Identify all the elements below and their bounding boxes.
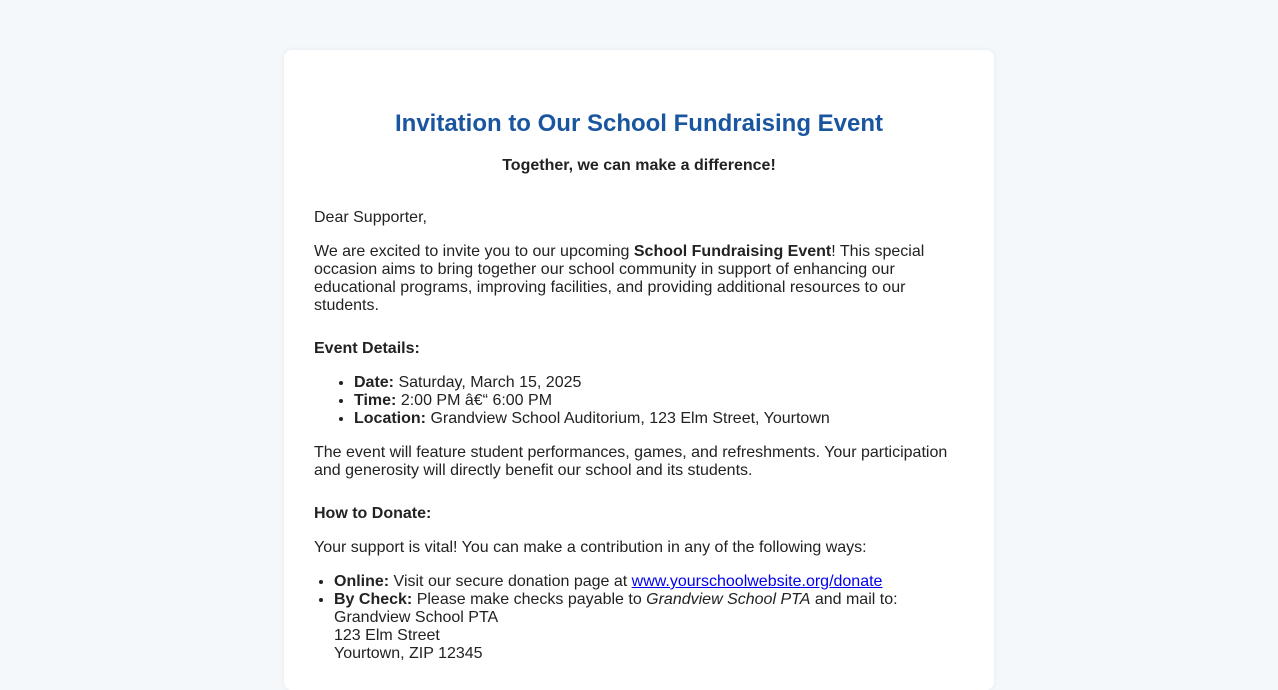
check-label: By Check: xyxy=(334,591,413,608)
event-details-list xyxy=(314,374,964,428)
event-date-item xyxy=(354,374,964,392)
donate-heading: How to Donate: xyxy=(314,505,432,522)
date-label: Date: xyxy=(354,374,395,391)
address-line-3: Yourtown, ZIP 12345 xyxy=(334,645,483,662)
date-value: Saturday, March 15, 2025 xyxy=(394,374,582,391)
intro-text-after: ! This special occasion aims to bring together our school community in support of enhancing our educational programs, improving facilities, and providing additional resources to our students. xyxy=(314,243,925,314)
online-text: Visit our secure donation page at xyxy=(389,573,632,590)
intro-event-name: School Fundraising Event xyxy=(633,243,832,260)
event-description: The event will feature student performances, games, and refreshments. Your participation and generosity will directly benefit our school and its students. xyxy=(314,444,948,479)
time-label: Time: xyxy=(354,392,397,409)
address-line-2: 123 Elm Street xyxy=(334,627,440,644)
check-text: Please make checks payable to xyxy=(412,591,647,608)
donation-link[interactable]: www.yourschoolwebsite.org/donate xyxy=(631,573,883,590)
donate-check-item xyxy=(334,591,964,663)
greeting: Dear Supporter, xyxy=(314,209,427,226)
invitation-card xyxy=(284,50,994,690)
event-location-item xyxy=(354,410,964,428)
address-line-1: Grandview School PTA xyxy=(334,609,499,626)
check-text-after: and mail to: xyxy=(810,591,898,608)
event-time-item xyxy=(354,392,964,410)
check-payee: Grandview School PTA xyxy=(646,591,811,608)
location-label: Location: xyxy=(354,410,426,427)
event-details-heading: Event Details: xyxy=(314,340,420,357)
location-value: Grandview School Auditorium, 123 Elm Street, Yourtown xyxy=(426,410,830,427)
online-label: Online: xyxy=(334,573,390,590)
donate-online-item xyxy=(334,573,964,591)
intro-text-before: We are excited to invite you to our upcoming xyxy=(314,243,634,260)
page-title: Invitation to Our School Fundraising Event xyxy=(394,110,883,137)
time-value: 2:00 PM â€“ 6:00 PM xyxy=(396,392,553,409)
intro-paragraph xyxy=(314,243,964,315)
tagline: Together, we can make a difference! xyxy=(502,157,776,174)
donate-intro: Your support is vital! You can make a contribution in any of the following ways: xyxy=(314,539,867,556)
